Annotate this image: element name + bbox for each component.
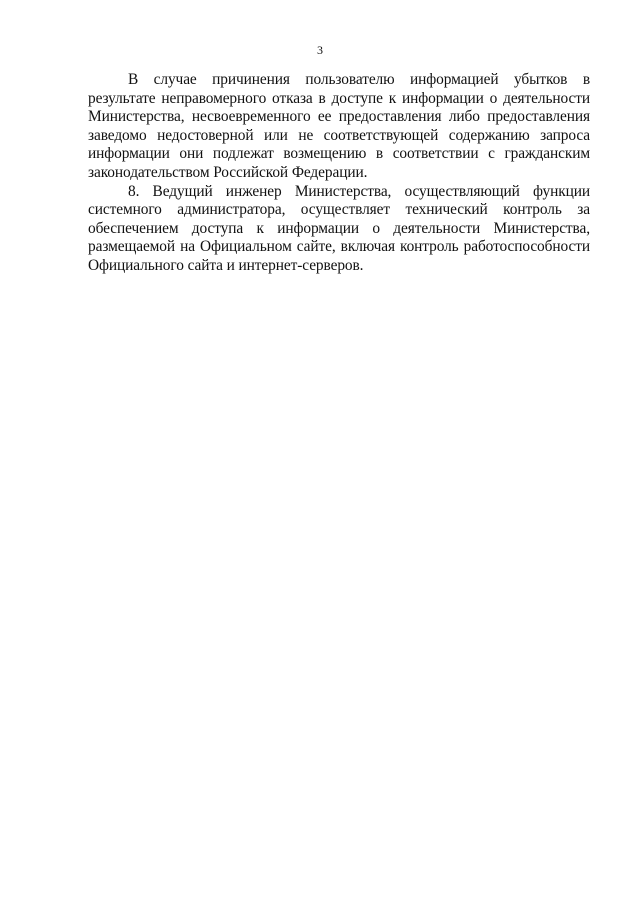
page-number: 3 bbox=[317, 43, 323, 57]
paragraph-damages: В случае причинения пользователю информацией убытков в результате неправомерного отказа в доступе к информации о деятельности Министерства, несвоевременного ее предоставления либо предоставления заведомо недостоверной или не соответствующей содержанию запроса информации они подлежат возмещению в соответствии с гражданским законодательством Российской Федерации. bbox=[88, 71, 590, 181]
paragraph-8-technical-control: 8. Ведущий инженер Министерства, осуществляющий функции системного администратора, осуществляет технический контроль за обеспечением доступа к информации о деятельности Министерства, размещаемой на Официальном сайте, включая контроль работоспособности Официального сайта и интернет-серверов. bbox=[88, 182, 590, 274]
document-body bbox=[88, 71, 590, 276]
